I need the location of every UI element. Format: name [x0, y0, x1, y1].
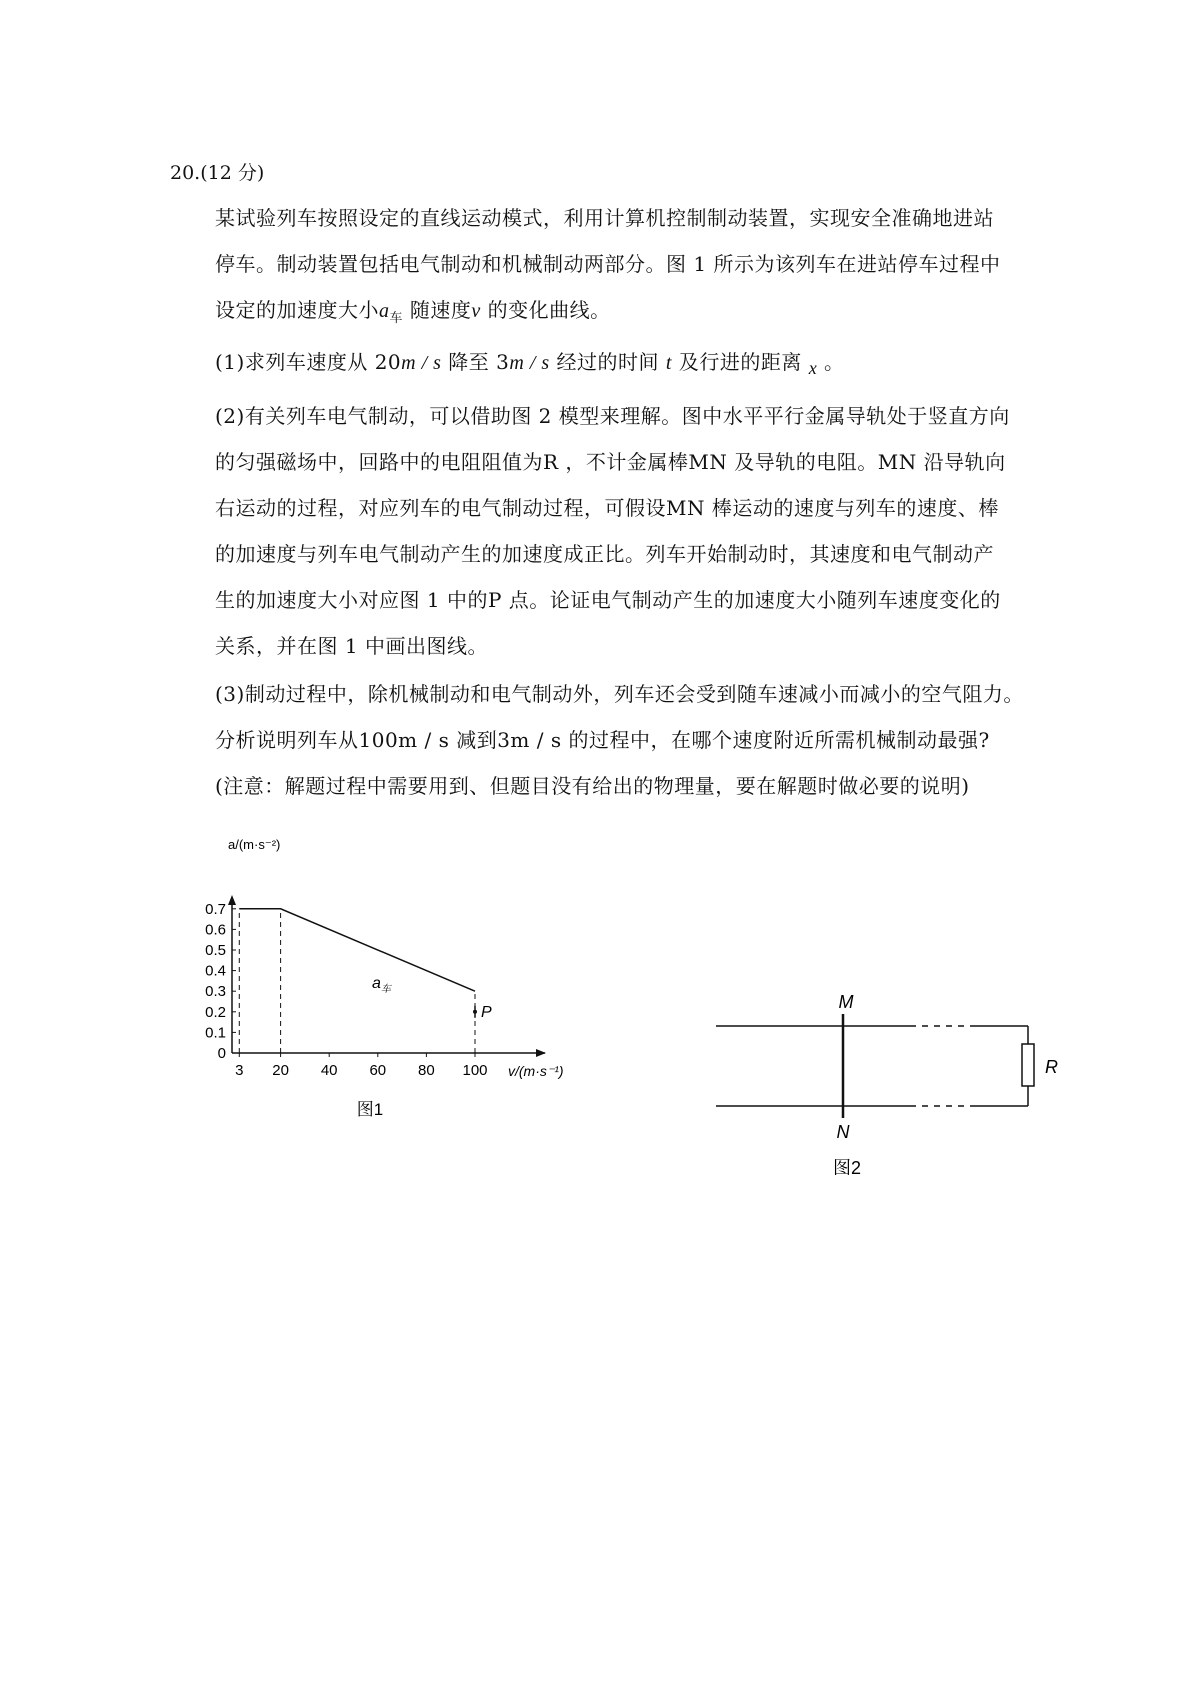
part3-line: (3)制动过程中，除机械制动和电气制动外，列车还会受到随车速减小而减小的空气阻力。	[215, 682, 1024, 706]
question-part2	[215, 393, 1035, 669]
part2-line: 关系，并在图 1 中画出图线。	[215, 634, 488, 658]
symbol-a: a	[379, 300, 390, 322]
part1-unit: m / s	[401, 352, 442, 374]
figure2-diagram	[700, 975, 1060, 1175]
curve-label	[372, 975, 392, 995]
intro-text: 设定的加速度大小	[215, 298, 379, 322]
intro-line: 停车。制动装置包括电气制动和机械制动两部分。图 1 所示为该列车在进站停车过程中	[215, 252, 1001, 276]
intro-line: 某试验列车按照设定的直线运动模式，利用计算机控制制动装置，实现安全准确地进站	[215, 206, 994, 230]
question-points: (12 分)	[200, 162, 265, 184]
symbol-v: v	[471, 300, 481, 322]
question-part1	[215, 339, 1035, 385]
y-tick-label: 0.4	[205, 962, 226, 980]
y-tick-label: 0.7	[205, 900, 226, 918]
curve-label-main: a	[372, 975, 381, 992]
part1-value: 20	[374, 350, 402, 374]
label-m: M	[838, 992, 854, 1012]
part1-text: (1)求列车速度从	[215, 350, 375, 374]
part3-line: (注意：解题过程中需要用到、但题目没有给出的物理量，要在解题时做必要的说明)	[215, 774, 970, 798]
point-label: P	[481, 1003, 492, 1021]
symbol-x: x	[808, 358, 818, 378]
part2-line: 生的加速度大小对应图 1 中的P 点。论证电气制动产生的加速度大小随列车速度变化的	[215, 588, 1001, 612]
question-part3	[215, 671, 1035, 809]
y-tick-label: 0.1	[205, 1024, 226, 1042]
part1-text: 经过的时间	[549, 350, 666, 374]
question-header	[170, 158, 264, 185]
part2-line: 的加速度与列车电气制动产生的加速度成正比。列车开始制动时，其速度和电气制动产	[215, 542, 994, 566]
x-tick-label: 3	[235, 1062, 244, 1079]
question-intro	[215, 195, 1035, 333]
x-axis-arrow	[536, 1049, 546, 1057]
y-tick-label: 0.6	[205, 921, 226, 939]
x-tick-label: 100	[462, 1062, 488, 1079]
x-tick-label: 80	[418, 1062, 435, 1079]
label-r: R	[1045, 1057, 1058, 1077]
part1-unit: m / s	[509, 352, 550, 374]
symbol-t: t	[665, 352, 672, 374]
x-tick-label: 20	[272, 1062, 289, 1079]
part2-line: 的匀强磁场中，回路中的电阻阻值为R ，不计金属棒MN 及导轨的电阻。MN 沿导轨向	[215, 450, 1006, 474]
part2-line: (2)有关列车电气制动，可以借助图 2 模型来理解。图中水平平行金属导轨处于竖直方向	[215, 404, 1010, 428]
series-line	[239, 909, 475, 991]
figure1-caption: 图1	[356, 1100, 384, 1119]
figure1-chart	[200, 837, 600, 1123]
x-tick-label: 40	[320, 1062, 338, 1079]
y-tick-label: 0.5	[205, 942, 226, 959]
resistor	[1022, 1044, 1034, 1086]
part2-line: 右运动的过程，对应列车的电气制动过程，可假设MN 棒运动的速度与列车的速度、棒	[215, 496, 999, 520]
part1-text: 降至	[441, 350, 497, 374]
chart-series	[239, 909, 492, 1021]
symbol-a-sub: 车	[389, 311, 404, 326]
intro-text: 随速度	[403, 298, 472, 322]
question-number: 20.	[170, 162, 201, 184]
chart-guides	[239, 909, 475, 1053]
y-tick-label: 0.2	[205, 1003, 226, 1021]
part3-line: 分析说明列车从100m / s 减到3m / s 的过程中，在哪个速度附近所需机械制动最强?	[215, 728, 990, 752]
x-axis-label: v/(m·s⁻¹)	[508, 1063, 564, 1079]
part1-text: 。	[817, 350, 845, 374]
y-tick-label: 0.3	[205, 983, 226, 1001]
y-axis-label: a/(m·s⁻²)	[228, 837, 281, 852]
intro-text: 的变化曲线。	[480, 298, 611, 322]
label-n: N	[836, 1122, 850, 1142]
figure2-caption: 图2	[832, 1158, 862, 1175]
x-tick-label: 60	[369, 1062, 387, 1079]
part1-value: 3	[496, 350, 510, 374]
part1-line	[215, 339, 1035, 385]
point-dot	[473, 1010, 477, 1014]
y-tick-label: 0	[217, 1045, 226, 1062]
y-axis-arrow	[228, 895, 236, 905]
intro-line	[215, 287, 1035, 333]
part1-text: 及行进的距离	[671, 350, 809, 374]
curve-label-sub: 车	[380, 984, 391, 995]
